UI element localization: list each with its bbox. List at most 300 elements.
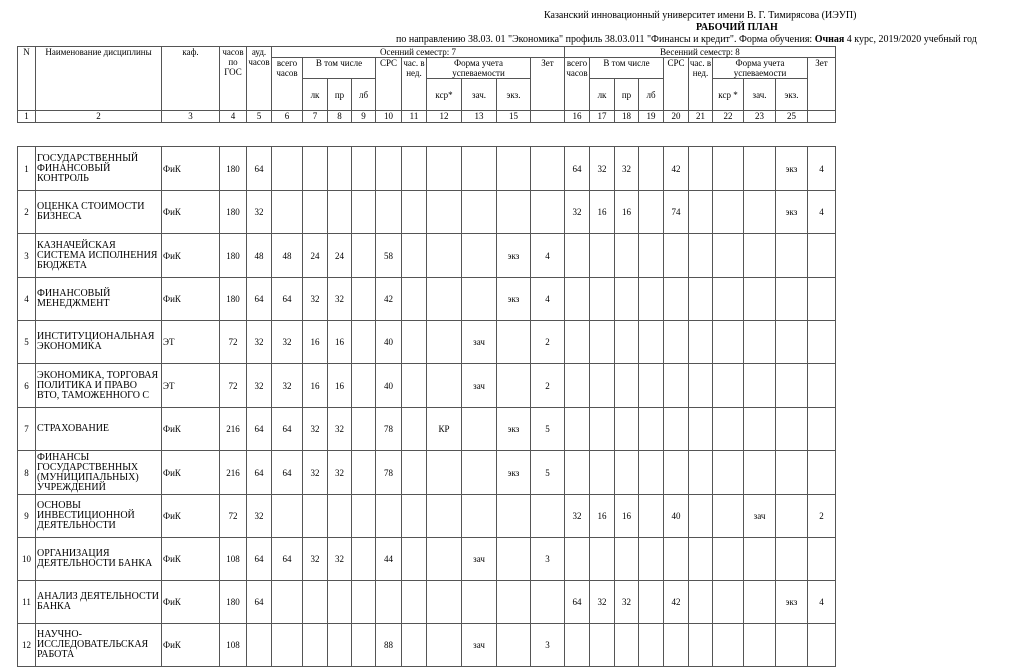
spring-zach-header: зач. [744,79,776,111]
department: ЭТ [162,364,220,408]
autumn-cell [303,624,328,667]
autumn-lb-header: лб [352,79,376,111]
spring-cell [744,364,776,408]
spring-cell [639,234,664,278]
autumn-pr-header: пр [328,79,352,111]
col-header-kaf: каф. [162,47,220,111]
autumn-cell: зач [462,538,497,581]
col-header-hours-gos: часов по ГОС [220,47,247,111]
autumn-cell [352,408,376,451]
column-number: 16 [565,111,590,123]
autumn-cell: 5 [531,451,565,495]
autumn-cell: экз [497,408,531,451]
spring-cell: 64 [565,147,590,191]
autumn-cell [352,234,376,278]
autumn-cell [402,624,427,667]
aud-hours: 32 [247,321,272,364]
spring-cell: экз [776,191,808,234]
autumn-cell [328,147,352,191]
autumn-cell [497,495,531,538]
spring-lb-header: лб [639,79,664,111]
row-number: 10 [18,538,36,581]
aud-hours: 32 [247,191,272,234]
autumn-cell [402,234,427,278]
discipline-name: ЭКОНОМИКА, ТОРГОВАЯ ПОЛИТИКА И ПРАВО ВТО, ТАМОЖЕННОГО С [36,364,162,408]
aud-hours: 64 [247,451,272,495]
table-row [18,191,836,234]
hours-gos: 180 [220,147,247,191]
autumn-cell: 32 [303,538,328,581]
spring-cell [664,321,689,364]
spring-cell [744,581,776,624]
autumn-cell: экз [497,451,531,495]
spring-cell: 40 [664,495,689,538]
spring-cell: 2 [808,495,836,538]
document-title: РАБОЧИЙ ПЛАН [696,22,778,33]
spring-cell [664,408,689,451]
spring-cell [664,364,689,408]
spring-cell [808,364,836,408]
spring-cell [639,191,664,234]
spring-lk-header: лк [590,79,615,111]
column-number: 12 [427,111,462,123]
spring-cell [639,321,664,364]
spring-cell [713,538,744,581]
table-row [18,624,836,667]
spring-cell [615,408,639,451]
row-number: 5 [18,321,36,364]
spring-cell [776,624,808,667]
spring-cell [590,408,615,451]
autumn-total-hours-header: всего часов [272,58,303,111]
col-header-n: N [18,47,36,111]
spring-cell: экз [776,581,808,624]
department: ФиК [162,408,220,451]
autumn-cell [272,624,303,667]
autumn-cell [427,538,462,581]
department: ФиК [162,451,220,495]
spring-cell [713,321,744,364]
autumn-cell: 3 [531,624,565,667]
department: ЭТ [162,321,220,364]
hours-gos: 72 [220,495,247,538]
spring-cell: 16 [615,495,639,538]
autumn-cell [402,147,427,191]
spring-cell: 74 [664,191,689,234]
discipline-name: АНАЛИЗ ДЕЯТЕЛЬНОСТИ БАНКА [36,581,162,624]
spring-cell [615,278,639,321]
subtitle-prefix: по направлению 38.03. 01 "Экономика" профиль 38.03.011 "Финансы и кредит". Форма обучения: [396,34,813,45]
autumn-lk-header: лк [303,79,328,111]
hours-gos: 216 [220,451,247,495]
autumn-cell [328,581,352,624]
autumn-cell [402,408,427,451]
department: ФиК [162,624,220,667]
autumn-cell: экз [497,234,531,278]
spring-cell [776,234,808,278]
spring-cell [639,364,664,408]
autumn-cell: 16 [328,321,352,364]
autumn-cell [427,147,462,191]
spring-cell [808,451,836,495]
spring-cell [713,581,744,624]
autumn-cell: 16 [303,321,328,364]
spring-cell [713,147,744,191]
autumn-cell: 88 [376,624,402,667]
discipline-name: ОСНОВЫ ИНВЕСТИЦИОННОЙ ДЕЯТЕЛЬНОСТИ [36,495,162,538]
spring-cell [744,624,776,667]
department: ФиК [162,147,220,191]
autumn-cell [462,147,497,191]
autumn-cell [427,624,462,667]
spring-cell [639,408,664,451]
table-row [18,538,836,581]
spring-incl-header: В том числе [590,58,664,79]
spring-cell: экз [776,147,808,191]
autumn-cell [531,191,565,234]
column-number: 9 [352,111,376,123]
spring-cell [808,538,836,581]
autumn-cell: 16 [328,364,352,408]
department: ФиК [162,234,220,278]
plan-table-header [17,46,836,123]
hours-gos: 72 [220,321,247,364]
spring-cell [639,147,664,191]
autumn-cell [497,191,531,234]
table-row [18,234,836,278]
discipline-name: ФИНАНСОВЫЙ МЕНЕДЖМЕНТ [36,278,162,321]
spring-cell [744,191,776,234]
department: ФиК [162,495,220,538]
document-subtitle [396,34,977,46]
spring-cell [808,408,836,451]
row-number: 2 [18,191,36,234]
column-number: 13 [462,111,497,123]
column-number: 17 [590,111,615,123]
spring-cell: 32 [565,495,590,538]
autumn-cell: 4 [531,234,565,278]
autumn-cell [462,495,497,538]
spring-ekz-header: экз. [776,79,808,111]
spring-cell [615,364,639,408]
autumn-cell: 3 [531,538,565,581]
autumn-cell [427,495,462,538]
col-header-name: Наименование дисциплины [36,47,162,111]
autumn-cell [462,581,497,624]
university-name: Казанский инновационный университет имени В. Г. Тимирясова (ИЭУП) [544,10,857,21]
discipline-name: ГОСУДАРСТВЕННЫЙ ФИНАНСОВЫЙ КОНТРОЛЬ [36,147,162,191]
autumn-cell: 48 [272,234,303,278]
autumn-semester-header: Осенний семестр: 7 [272,47,565,58]
autumn-cell: 40 [376,321,402,364]
spring-cell [808,234,836,278]
table-row [18,451,836,495]
spring-cell [565,278,590,321]
autumn-cell: 32 [303,278,328,321]
spring-cell [664,234,689,278]
spring-cell [713,278,744,321]
spring-cell: 42 [664,581,689,624]
aud-hours: 64 [247,408,272,451]
table-row [18,408,836,451]
autumn-cell [497,147,531,191]
autumn-cell: 44 [376,538,402,581]
spring-zet-header: Зет [808,58,836,111]
aud-hours: 48 [247,234,272,278]
autumn-cell [427,321,462,364]
spring-total-hours-header: всего часов [565,58,590,111]
spring-cell [565,451,590,495]
autumn-cell: 32 [328,451,352,495]
spring-cell: 4 [808,581,836,624]
spring-cell [664,538,689,581]
autumn-cell: 64 [272,538,303,581]
spring-hours-week-header: час. в нед. [689,58,713,111]
autumn-cell: 4 [531,278,565,321]
column-number: 15 [497,111,531,123]
spring-cell [744,147,776,191]
column-number: 11 [402,111,427,123]
spring-cell [590,278,615,321]
spring-cell [713,624,744,667]
autumn-cell [497,581,531,624]
column-number: 5 [247,111,272,123]
spring-cell: зач [744,495,776,538]
spring-cell [565,234,590,278]
autumn-cell: 32 [303,408,328,451]
spring-cell [590,538,615,581]
aud-hours: 64 [247,147,272,191]
column-number: 22 [713,111,744,123]
spring-cell: 32 [615,581,639,624]
spring-cell: 4 [808,191,836,234]
autumn-hours-week-header: час. в нед. [402,58,427,111]
autumn-cell [462,234,497,278]
spring-cell: 16 [615,191,639,234]
spring-cell: 32 [590,147,615,191]
autumn-cell: 64 [272,451,303,495]
spring-cell [776,408,808,451]
spring-cell [639,581,664,624]
spring-cell: 16 [590,191,615,234]
autumn-cell [531,147,565,191]
spring-cell [689,624,713,667]
autumn-cell [352,364,376,408]
row-number: 6 [18,364,36,408]
spring-cell [744,321,776,364]
spring-cell [808,278,836,321]
autumn-cell: экз [497,278,531,321]
spring-cell [713,451,744,495]
hours-gos: 108 [220,538,247,581]
spring-cell [744,234,776,278]
spring-cell [664,624,689,667]
autumn-cell: 32 [303,451,328,495]
spring-cell [744,278,776,321]
column-number: 19 [639,111,664,123]
spring-cell [689,364,713,408]
autumn-cell: зач [462,624,497,667]
spring-cell [744,451,776,495]
autumn-cell: 58 [376,234,402,278]
spring-cell [615,234,639,278]
autumn-cell [352,624,376,667]
spring-cell [689,581,713,624]
hours-gos: 108 [220,624,247,667]
spring-cell [808,321,836,364]
autumn-assessment-header: Форма учета успеваемости [427,58,531,79]
autumn-cell: 40 [376,364,402,408]
autumn-cell [427,451,462,495]
spring-cell [639,538,664,581]
column-number [808,111,836,123]
autumn-cell [531,495,565,538]
autumn-cell: 2 [531,321,565,364]
autumn-cell [376,191,402,234]
autumn-cell [531,581,565,624]
department: ФиК [162,191,220,234]
autumn-cell [352,147,376,191]
spring-cell [565,321,590,364]
autumn-cell [303,147,328,191]
spring-pr-header: пр [615,79,639,111]
subtitle-suffix: 4 курс, 2019/2020 учебный год [846,34,977,45]
department: ФиК [162,581,220,624]
autumn-cell [272,495,303,538]
autumn-cell [462,191,497,234]
autumn-cell [462,278,497,321]
aud-hours [247,624,272,667]
spring-cell [689,451,713,495]
column-number: 2 [36,111,162,123]
autumn-srs-header: СРС [376,58,402,111]
row-number: 4 [18,278,36,321]
autumn-cell [376,581,402,624]
row-number: 8 [18,451,36,495]
column-number: 21 [689,111,713,123]
row-number: 1 [18,147,36,191]
autumn-cell [427,234,462,278]
spring-cell: 32 [565,191,590,234]
spring-cell [744,538,776,581]
spring-cell [565,538,590,581]
autumn-zet-header: Зет [531,58,565,111]
column-number: 8 [328,111,352,123]
spring-cell: 32 [615,147,639,191]
autumn-cell: 32 [328,408,352,451]
column-number: 23 [744,111,776,123]
spring-cell [689,147,713,191]
spring-cell [689,408,713,451]
spring-cell [639,451,664,495]
spring-cell [744,408,776,451]
autumn-cell: 32 [328,278,352,321]
spring-cell [615,538,639,581]
spring-cell [776,451,808,495]
spring-cell [639,624,664,667]
discipline-name: ОЦЕНКА СТОИМОСТИ БИЗНЕСА [36,191,162,234]
autumn-cell [352,581,376,624]
autumn-cell [328,495,352,538]
table-row [18,278,836,321]
aud-hours: 64 [247,278,272,321]
autumn-cell: 5 [531,408,565,451]
autumn-cell [497,538,531,581]
autumn-cell [376,147,402,191]
autumn-cell [402,321,427,364]
autumn-cell [427,191,462,234]
autumn-cell [427,364,462,408]
spring-cell [639,495,664,538]
autumn-cell: 32 [328,538,352,581]
spring-cell [689,278,713,321]
spring-cell [689,538,713,581]
column-number: 4 [220,111,247,123]
autumn-cell [352,495,376,538]
spring-cell [590,234,615,278]
autumn-cell [376,495,402,538]
row-number: 7 [18,408,36,451]
spring-cell [776,538,808,581]
row-number: 11 [18,581,36,624]
autumn-incl-header: В том числе [303,58,376,79]
autumn-cell: 24 [328,234,352,278]
autumn-cell: 42 [376,278,402,321]
column-number: 3 [162,111,220,123]
spring-cell [713,191,744,234]
autumn-cell [402,364,427,408]
discipline-name: ОРГАНИЗАЦИЯ ДЕЯТЕЛЬНОСТИ БАНКА [36,538,162,581]
autumn-cell [402,581,427,624]
row-number: 9 [18,495,36,538]
spring-cell [615,624,639,667]
spring-assessment-header: Форма учета успеваемости [713,58,808,79]
row-number: 3 [18,234,36,278]
spring-ksr-header: кср * [713,79,744,111]
spring-cell: 42 [664,147,689,191]
autumn-cell [328,191,352,234]
autumn-cell [427,278,462,321]
spring-cell [590,364,615,408]
autumn-cell [352,321,376,364]
autumn-cell: 16 [303,364,328,408]
spring-cell: 16 [590,495,615,538]
table-row [18,321,836,364]
autumn-cell [272,147,303,191]
spring-cell [713,364,744,408]
spring-cell [689,191,713,234]
hours-gos: 180 [220,581,247,624]
autumn-cell [272,191,303,234]
col-header-aud-hours: ауд. часов [247,47,272,111]
autumn-cell [352,278,376,321]
autumn-cell [402,278,427,321]
autumn-cell [303,191,328,234]
hours-gos: 180 [220,278,247,321]
hours-gos: 72 [220,364,247,408]
autumn-cell: зач [462,321,497,364]
table-row [18,581,836,624]
spring-cell [565,364,590,408]
department: ФиК [162,278,220,321]
autumn-cell [402,451,427,495]
autumn-cell [303,495,328,538]
spring-cell [664,278,689,321]
spring-cell [776,278,808,321]
column-number: 25 [776,111,808,123]
column-number: 10 [376,111,402,123]
spring-cell [776,364,808,408]
